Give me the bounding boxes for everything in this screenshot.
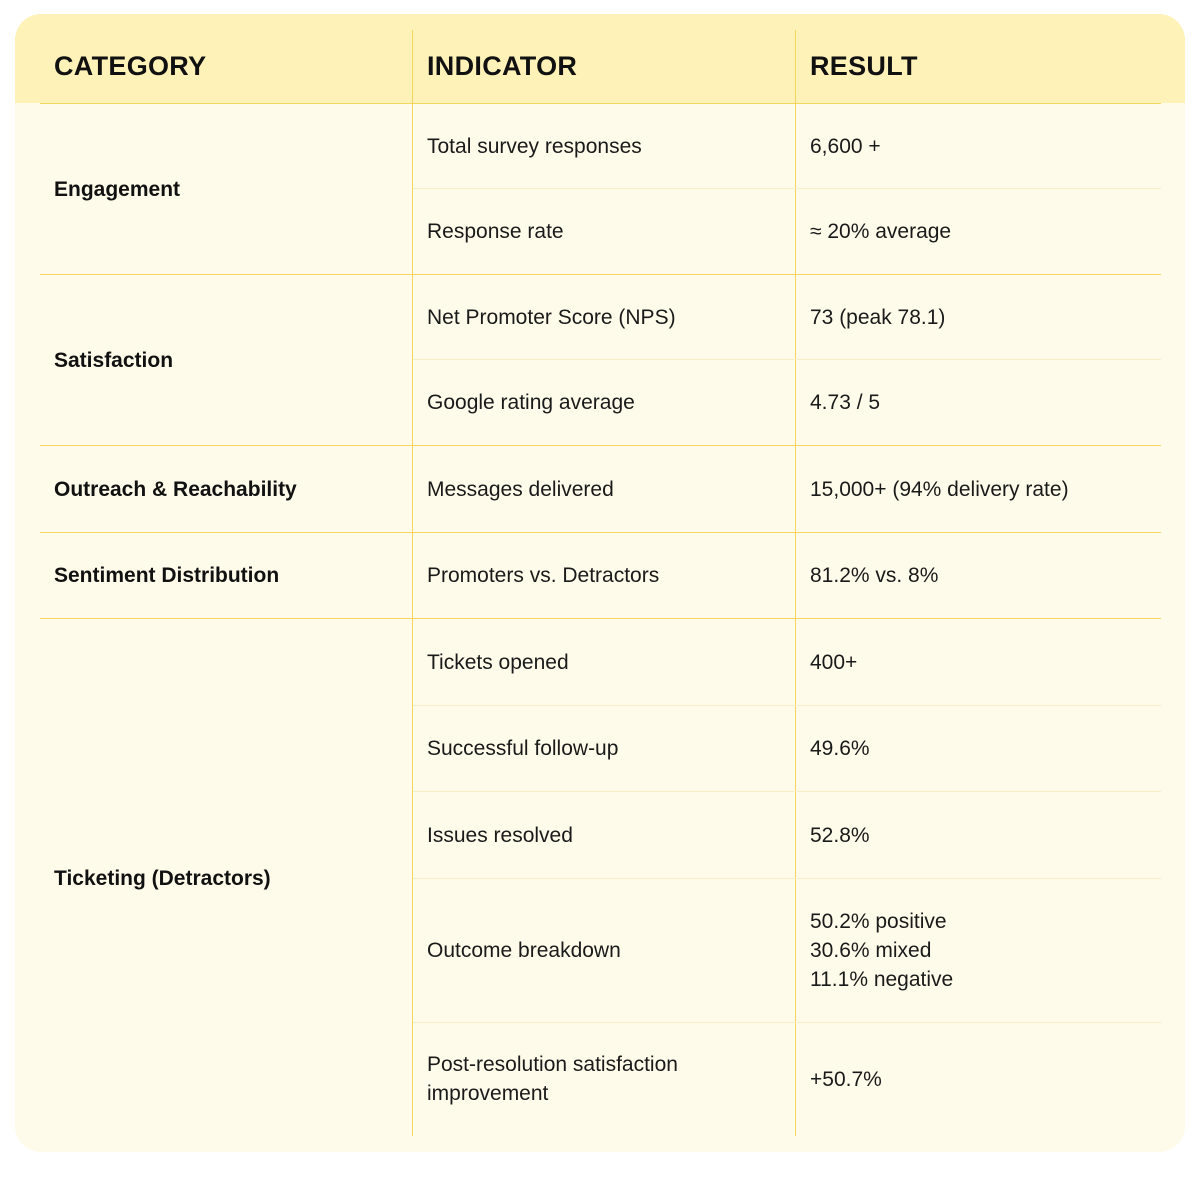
category-cell: Outreach & Reachability [54,477,297,501]
indicator-cell: Google rating average [427,391,635,414]
result-cell: ≈ 20% average [810,220,952,243]
result-cell: 400+ [810,650,858,674]
results-table [15,14,1185,1152]
result-cell: 81.2% vs. 8% [810,564,939,587]
result-cell: 49.6% [810,737,870,760]
category-cell: Sentiment Distribution [54,564,280,587]
indicator-cell: Messages delivered [427,477,614,501]
result-cell: 15,000+ (94% delivery rate) [810,477,1069,501]
category-cell: Satisfaction [54,348,174,372]
indicator-cell: Issues resolved [427,823,573,847]
indicator-cell: Successful follow-up [427,737,619,760]
category-cell: Engagement [54,177,181,201]
indicator-cell: Total survey responses [427,134,642,158]
result-cell: +50.7% [810,1067,882,1091]
indicator-cell: Response rate [427,220,564,243]
indicator-cell: Net Promoter Score (NPS) [427,305,676,329]
indicator-cell: Post-resolution satisfaction improvement [427,1053,678,1105]
indicator-cell: Outcome breakdown [427,939,621,962]
result-cell: 4.73 / 5 [810,391,881,414]
result-cell: 52.8% [810,823,870,847]
category-cell: Ticketing (Detractors) [54,866,271,890]
column-divider [412,30,413,1136]
result-cell: 6,600 + [810,134,881,158]
result-cell: 73 (peak 78.1) [810,305,946,329]
indicator-cell: Tickets opened [427,650,569,674]
indicator-cell: Promoters vs. Detractors [427,564,660,587]
header-indicator: INDICATOR [427,51,578,81]
header-result: RESULT [810,51,918,81]
result-cell: 50.2% positive 30.6% mixed 11.1% negative [810,910,954,991]
header-category: CATEGORY [54,51,207,81]
